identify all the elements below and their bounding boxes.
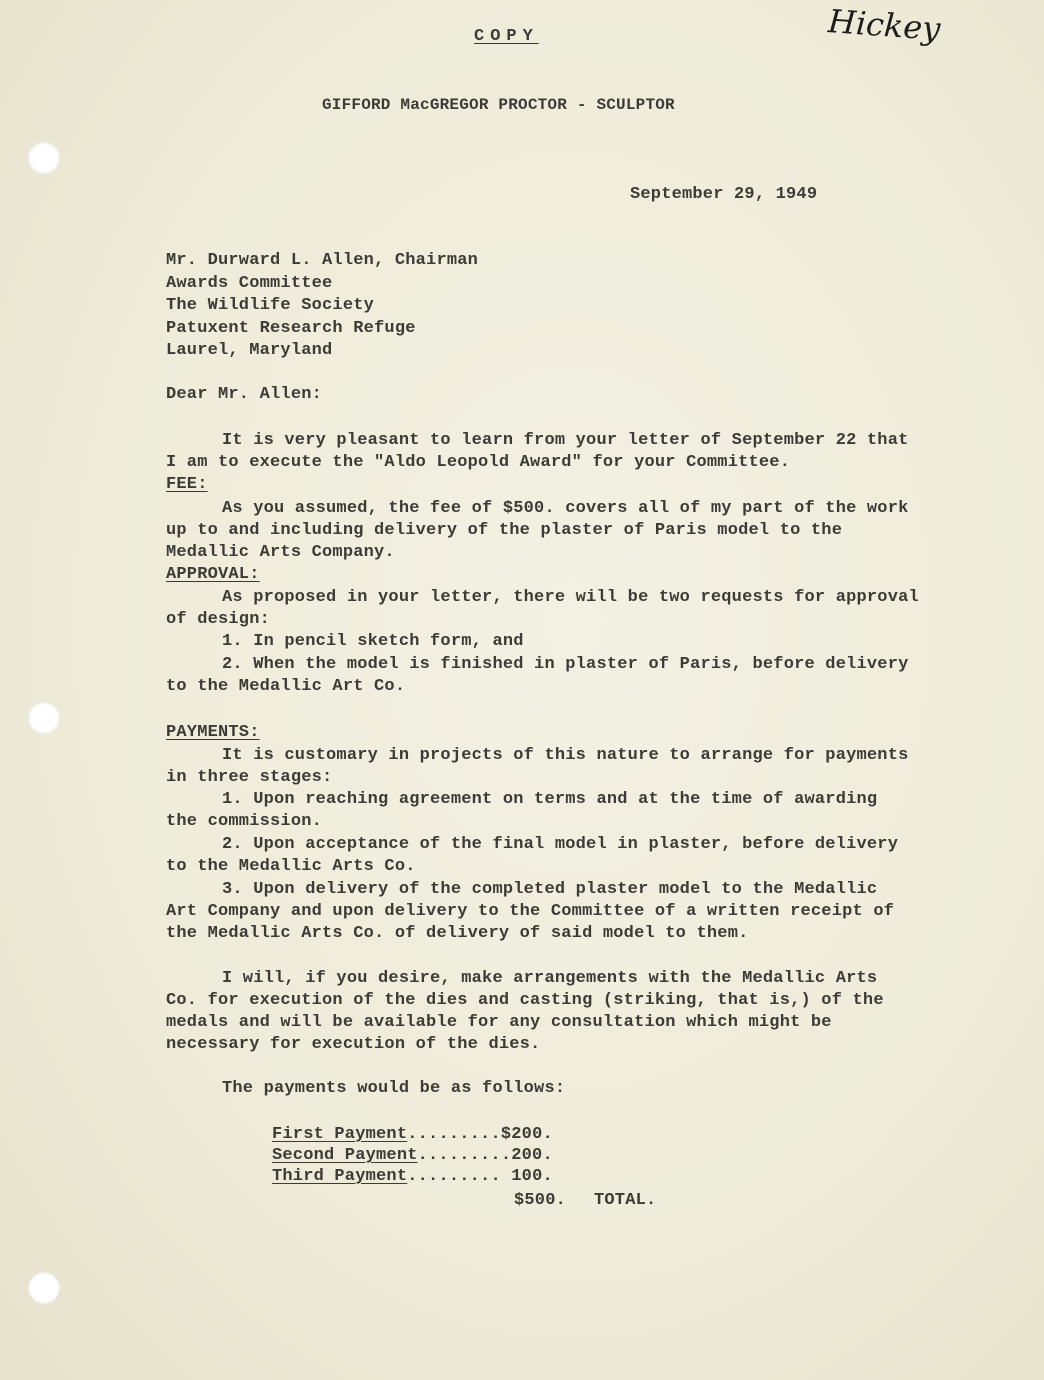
schedule-intro: The payments would be as follows: bbox=[222, 1079, 566, 1098]
schedule-leader: ......... bbox=[407, 1125, 501, 1144]
handwritten-note: Hickey bbox=[826, 2, 942, 48]
address-line: Patuxent Research Refuge bbox=[166, 319, 416, 338]
schedule-row bbox=[272, 1124, 553, 1146]
body-line: I will, if you desire, make arrangements with the Medallic Arts bbox=[222, 969, 878, 988]
schedule-row bbox=[272, 1145, 553, 1167]
schedule-amount: 200. bbox=[511, 1146, 553, 1165]
body-line: 2. When the model is finished in plaster of Paris, before delivery bbox=[222, 655, 909, 674]
body-line: It is customary in projects of this nature to arrange for payments bbox=[222, 746, 909, 765]
body-line: the commission. bbox=[166, 812, 323, 831]
body-line: to the Medallic Art Co. bbox=[166, 677, 406, 696]
schedule-amount: $200. bbox=[500, 1125, 553, 1144]
body-line: As you assumed, the fee of $500. covers all of my part of the work bbox=[222, 499, 909, 518]
punch-hole bbox=[28, 1272, 60, 1304]
body-line: As proposed in your letter, there will be two requests for approval bbox=[222, 588, 919, 607]
total-label: TOTAL. bbox=[594, 1191, 657, 1210]
schedule-leader: ......... bbox=[407, 1167, 512, 1186]
body-line: 2. Upon acceptance of the final model in plaster, before delivery bbox=[222, 835, 899, 854]
address-line: Awards Committee bbox=[166, 274, 333, 293]
body-line: to the Medallic Arts Co. bbox=[166, 857, 416, 876]
body-line: 1. In pencil sketch form, and bbox=[222, 632, 524, 651]
address-line: Mr. Durward L. Allen, Chairman bbox=[166, 251, 479, 270]
body-line: Medallic Arts Company. bbox=[166, 543, 395, 562]
letter-date: September 29, 1949 bbox=[630, 185, 818, 204]
schedule-label: First Payment bbox=[272, 1125, 408, 1144]
copy-label: COPY bbox=[474, 27, 539, 46]
address-line: Laurel, Maryland bbox=[166, 341, 333, 360]
body-line: medals and will be available for any consultation which might be bbox=[166, 1013, 832, 1032]
body-line: necessary for execution of the dies. bbox=[166, 1035, 541, 1054]
body-line: 1. Upon reaching agreement on terms and at the time of awarding bbox=[222, 790, 878, 809]
punch-hole bbox=[28, 702, 60, 734]
body-line: in three stages: bbox=[166, 768, 333, 787]
section-heading-payments: PAYMENTS: bbox=[166, 723, 260, 742]
schedule-label: Second Payment bbox=[272, 1146, 418, 1165]
schedule-label: Third Payment bbox=[272, 1167, 408, 1186]
body-line: I am to execute the "Aldo Leopold Award" for your Committee. bbox=[166, 453, 791, 472]
section-heading-fee: FEE: bbox=[166, 475, 208, 494]
salutation: Dear Mr. Allen: bbox=[166, 385, 323, 404]
total-amount: $500. bbox=[514, 1191, 567, 1210]
body-line: the Medallic Arts Co. of delivery of said model to them. bbox=[166, 924, 749, 943]
body-line: of design: bbox=[166, 610, 271, 629]
punch-hole bbox=[28, 142, 60, 174]
address-line: The Wildlife Society bbox=[166, 296, 375, 315]
body-line: up to and including delivery of the plaster of Paris model to the bbox=[166, 521, 843, 540]
body-line: 3. Upon delivery of the completed plaster model to the Medallic bbox=[222, 880, 878, 899]
body-line: Art Company and upon delivery to the Committee of a written receipt of bbox=[166, 902, 895, 921]
schedule-leader: ......... bbox=[417, 1146, 512, 1165]
schedule-row bbox=[272, 1166, 553, 1188]
body-line: It is very pleasant to learn from your letter of September 22 that bbox=[222, 431, 909, 450]
body-line: Co. for execution of the dies and casting (striking, that is,) of the bbox=[166, 991, 884, 1010]
letterhead: GIFFORD MacGREGOR PROCTOR - SCULPTOR bbox=[322, 96, 675, 114]
section-heading-approval: APPROVAL: bbox=[166, 565, 260, 584]
schedule-amount: 100. bbox=[511, 1167, 553, 1186]
